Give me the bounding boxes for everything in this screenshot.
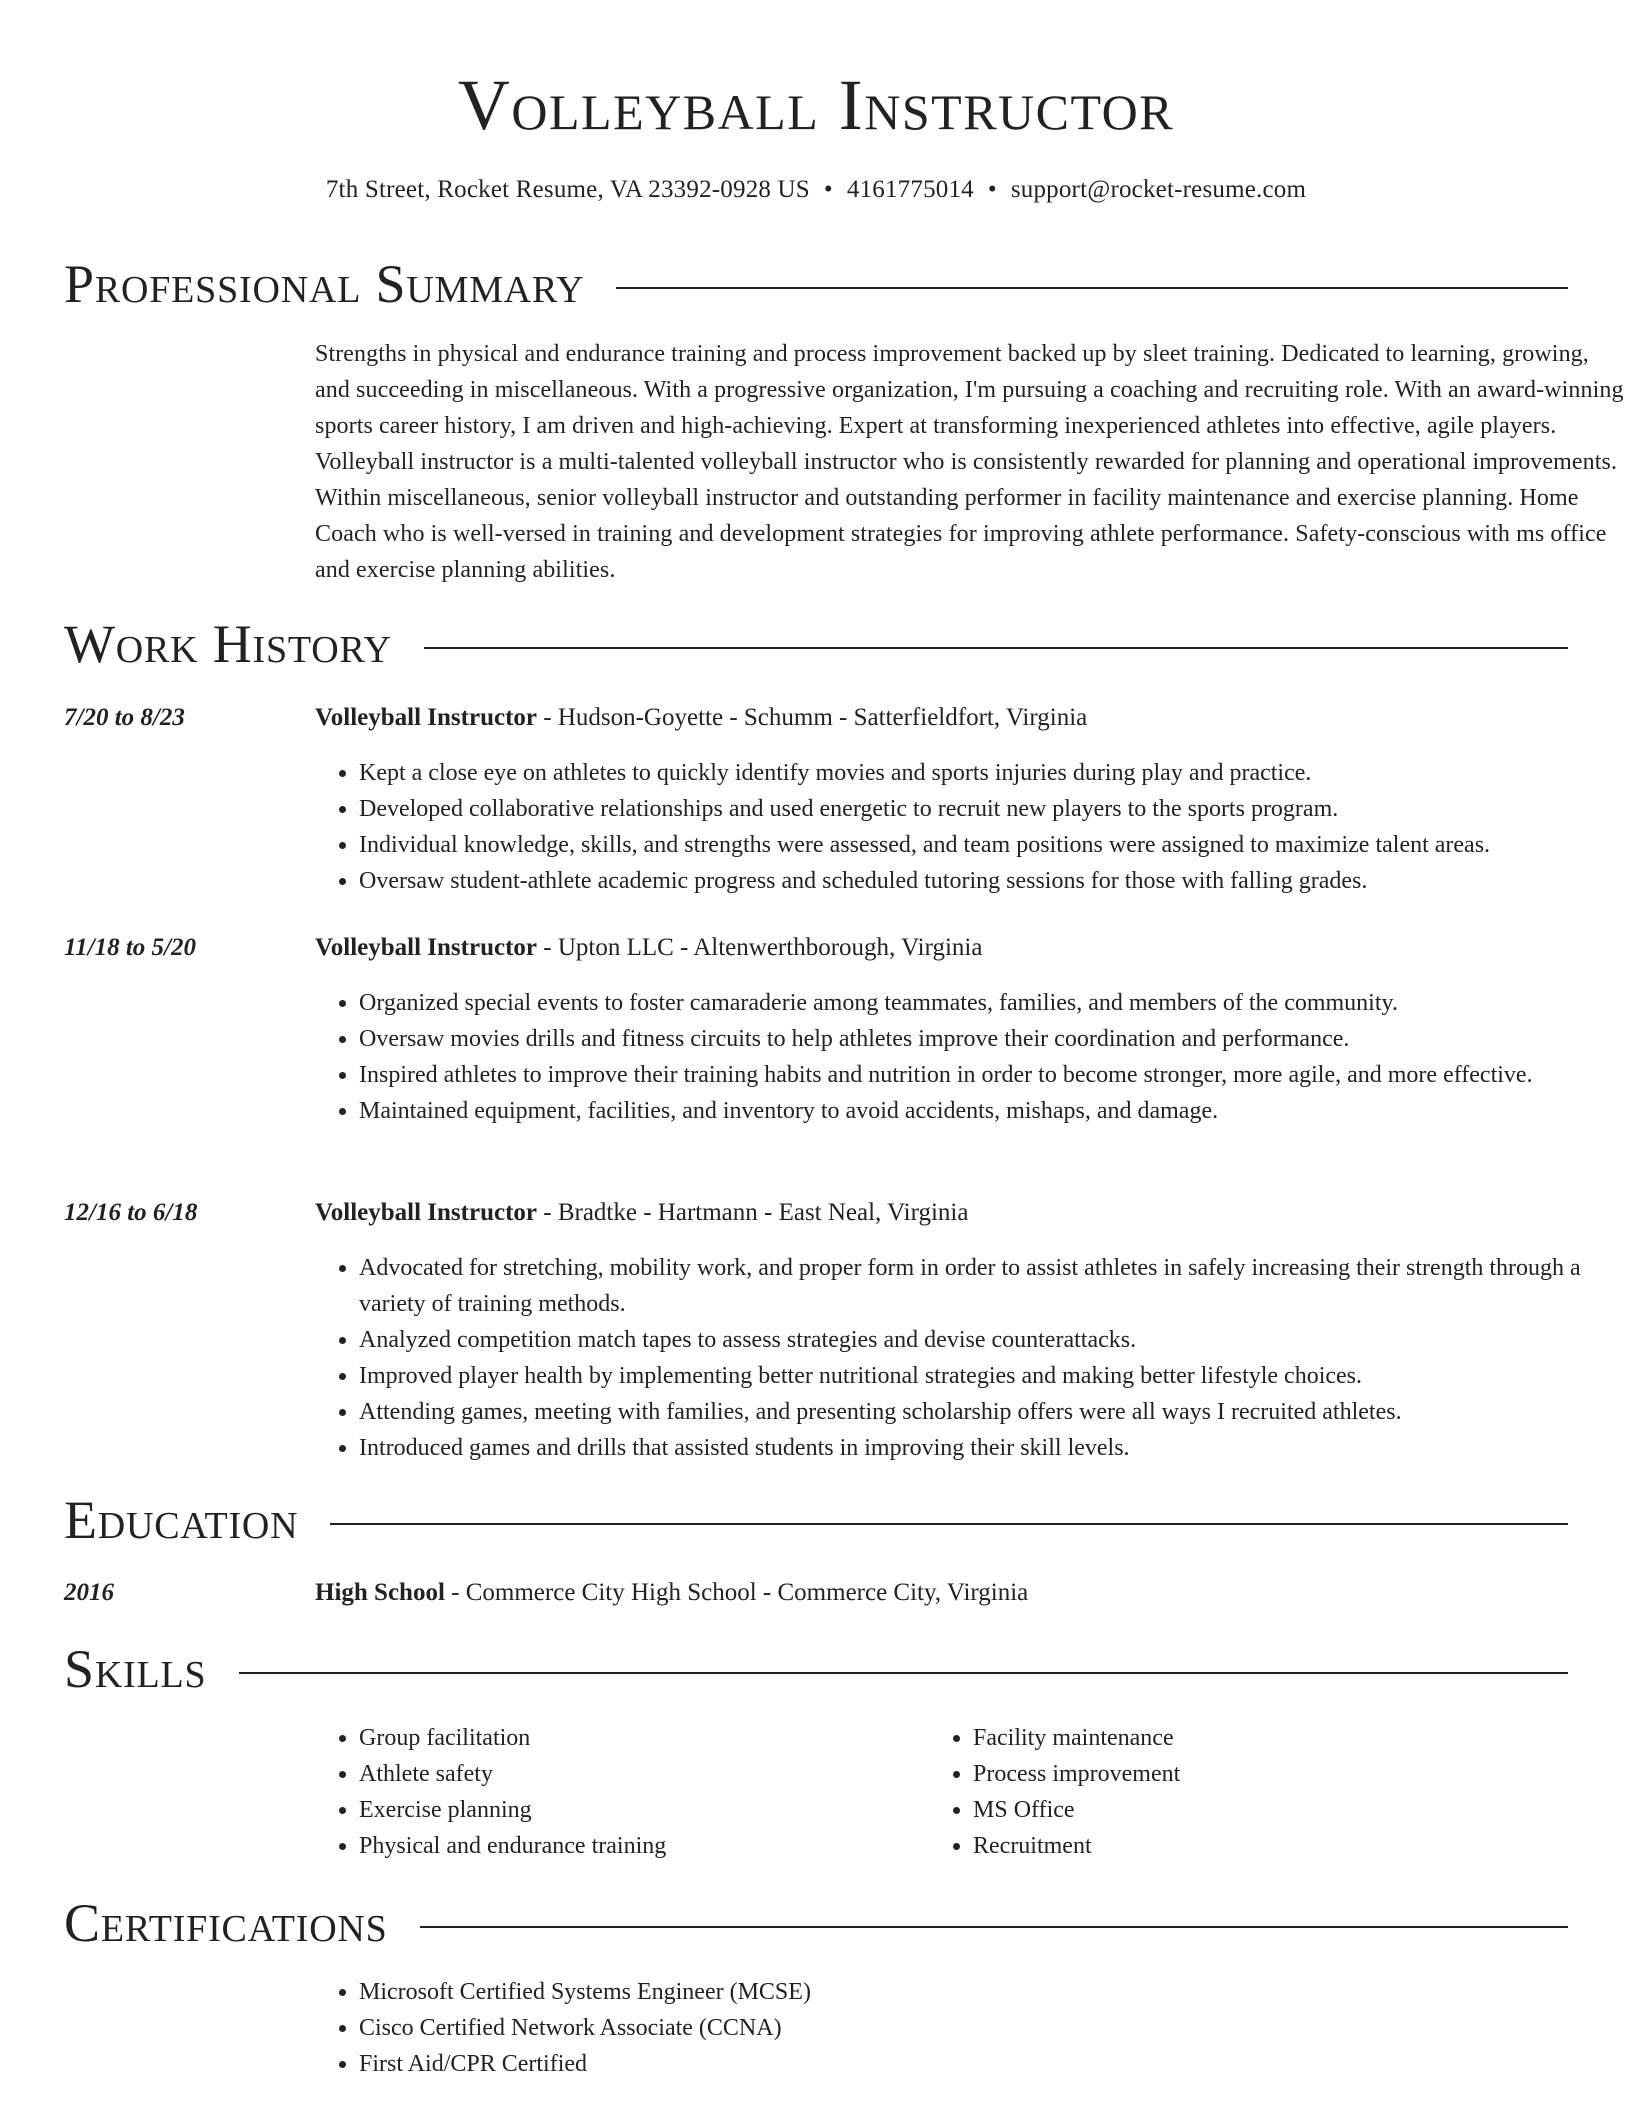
section-header-work-history (64, 612, 1568, 676)
section-title: Work History (64, 614, 392, 674)
list-item: • Athlete safety (359, 1756, 919, 1792)
email: support@rocket-resume.com (1010, 176, 1307, 203)
section-header-certifications (64, 1891, 1568, 1955)
job-dates: 11/18 to 5/20 (64, 934, 196, 961)
list-item: • Oversaw movies drills and fitness circuits to help athletes improve their coordination and performance. (359, 1021, 1629, 1057)
section-header-education (64, 1488, 1568, 1552)
job-details: - Bradtke - Hartmann - East Neal, Virginia (537, 1199, 969, 1226)
education-year: 2016 (64, 1579, 114, 1606)
list-item: • Facility maintenance (973, 1720, 1533, 1756)
contact-line (64, 172, 1568, 208)
list-item: • Group facilitation (359, 1720, 919, 1756)
section-divider (239, 1672, 1569, 1674)
list-item: • Process improvement (973, 1756, 1533, 1792)
section-title: Certifications (64, 1893, 388, 1953)
certifications-list (315, 1974, 1629, 2082)
list-item: • MS Office (973, 1792, 1533, 1828)
list-item: • Introduced games and drills that assisted students in improving their skill levels. (359, 1430, 1629, 1466)
section-divider (424, 647, 1568, 649)
list-item: • Cisco Certified Network Associate (CCNA) (359, 2010, 1629, 2046)
list-item: • Organized special events to foster camaraderie among teammates, families, and members of the community. (359, 985, 1629, 1021)
section-title: Professional Summary (64, 254, 585, 314)
job-dates: 7/20 to 8/23 (64, 704, 185, 731)
education-line (315, 1575, 1028, 1611)
section-title: Education (64, 1490, 299, 1550)
skills-list-left (315, 1720, 919, 1864)
list-item: • Advocated for stretching, mobility work, and proper form in order to assist athletes in safely increasing their strength through a variety of training methods. (359, 1250, 1629, 1322)
candidate-name: Volleyball Instructor (457, 65, 1175, 145)
section-header-summary (64, 252, 1568, 316)
section-divider (616, 287, 1568, 289)
summary-text: Strengths in physical and endurance training and process improvement backed up by sleet training. Dedicated to learning, growing, and succeeding in miscellaneous. With a progressive organization, I'm pursuing a coaching and recruiting role. With an award-winning sports career history, I am driven and high-achieving. Expert at transforming inexperienced athletes into effective, agile players. Volleyball instructor is a multi-talented volleyball instructor who is consistently rewarded for planning and operational improvements. Within miscellaneous, senior volleyball instructor and outstanding performer in facility maintenance and exercise planning. Home Coach who is well-versed in training and development strategies for improving athlete performance. Safety-conscious with ms office and exercise planning abilities. (315, 341, 1624, 583)
list-item: • Analyzed competition match tapes to assess strategies and devise counterattacks. (359, 1322, 1629, 1358)
job-title: Volleyball Instructor (315, 704, 537, 731)
job-title: Volleyball Instructor (315, 1199, 537, 1226)
list-item: • Exercise planning (359, 1792, 919, 1828)
list-item: • Microsoft Certified Systems Engineer (MCSE) (359, 1974, 1629, 2010)
job-title: Volleyball Instructor (315, 934, 537, 961)
list-item: • Physical and endurance training (359, 1828, 919, 1864)
list-item: • Attending games, meeting with families, and presenting scholarship offers were all ways I recruited athletes. (359, 1394, 1629, 1430)
education-degree: High School (315, 1579, 445, 1606)
section-divider (330, 1523, 1568, 1525)
section-header-skills (64, 1637, 1568, 1701)
job-details: - Hudson-Goyette - Schumm - Satterfieldfort, Virginia (537, 704, 1088, 731)
list-item: • Inspired athletes to improve their training habits and nutrition in order to become stronger, more agile, and more effective. (359, 1057, 1629, 1093)
list-item: • Recruitment (973, 1828, 1533, 1864)
job-title-line (315, 700, 1087, 736)
section-title: Skills (64, 1639, 207, 1699)
section-divider (420, 1926, 1568, 1928)
list-item: • Developed collaborative relationships and used energetic to recruit new players to the sports program. (359, 791, 1629, 827)
list-item: • Improved player health by implementing better nutritional strategies and making better lifestyle choices. (359, 1358, 1629, 1394)
job-bullets (315, 985, 1629, 1129)
job-bullets (315, 755, 1629, 899)
list-item: • Individual knowledge, skills, and strengths were assessed, and team positions were assigned to maximize talent areas. (359, 827, 1629, 863)
list-item: • Maintained equipment, facilities, and inventory to avoid accidents, mishaps, and damage. (359, 1093, 1629, 1129)
address: 7th Street, Rocket Resume, VA 23392-0928 US (325, 176, 810, 203)
skills-list-right (929, 1720, 1533, 1864)
contact-separator: • (823, 176, 833, 203)
list-item: • Oversaw student-athlete academic progress and scheduled tutoring sessions for those with falling grades. (359, 863, 1629, 899)
phone: 4161775014 (846, 176, 974, 203)
education-details: - Commerce City High School - Commerce City, Virginia (444, 1579, 1029, 1606)
contact-separator: • (987, 176, 997, 203)
job-details: - Upton LLC - Altenwerthborough, Virginia (537, 934, 983, 961)
list-item: • First Aid/CPR Certified (359, 2046, 1629, 2082)
list-item: • Kept a close eye on athletes to quickly identify movies and sports injuries during play and practice. (359, 755, 1629, 791)
job-title-line (315, 1195, 968, 1231)
job-dates: 12/16 to 6/18 (64, 1199, 198, 1226)
job-bullets (315, 1250, 1629, 1466)
job-title-line (315, 930, 982, 966)
